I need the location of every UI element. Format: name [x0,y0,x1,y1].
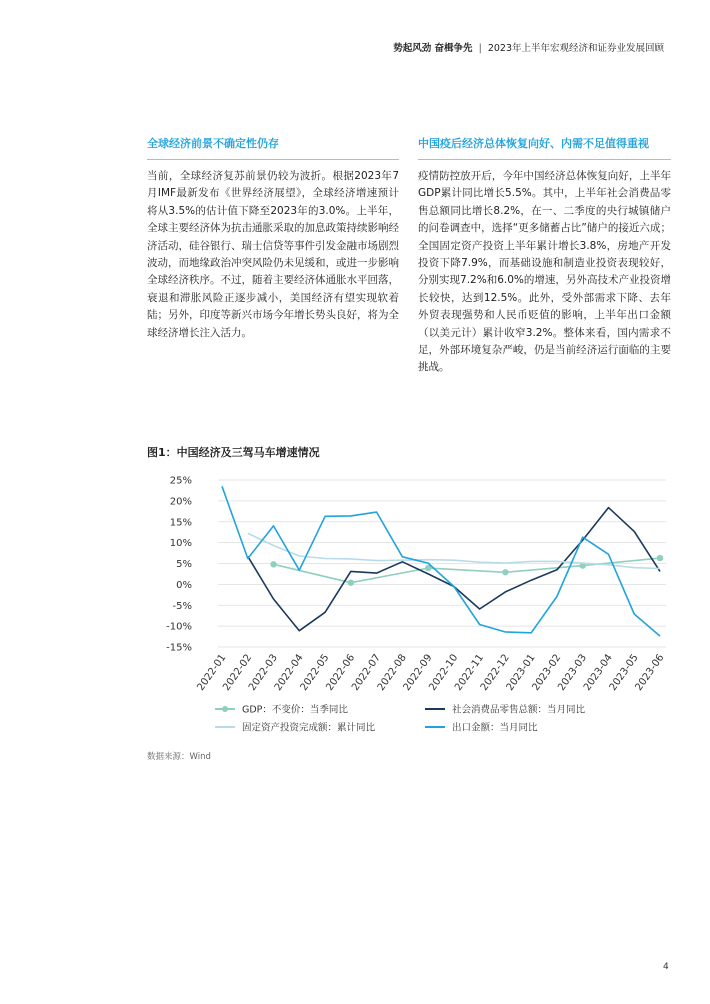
y-tick-label: 0% [176,579,192,591]
x-tick-label: 2022-05 [298,652,332,693]
figure-title: 图1：中国经济及三驾马车增速情况 [147,446,320,459]
x-tick-label: 2022-07 [350,652,384,693]
series-0 [270,555,663,586]
legend-label: 固定资产投资完成额：累计同比 [242,722,376,734]
data-point [270,561,276,567]
legend-marker [222,706,228,712]
x-tick-label: 2023-06 [633,652,667,693]
data-source: 数据来源：Wind [147,752,211,762]
y-tick-label: 10% [169,538,192,550]
data-point [348,580,354,586]
legend-label: 出口金额：当月同比 [452,722,538,734]
header-brand: 势起风劲 奋楫争先 [393,43,473,54]
left-column [147,135,399,342]
x-tick-label: 2022-10 [427,652,461,693]
left-section-body: 当前，全球经济复苏前景仍较为波折。根据2023年7月IMF最新发布《世界经济展望》，全球经济增速预计将从3.5%的估计值下降至2023年的3.0%。上半年，全球主要经济体为抗击通胀采取的加息政策持续影响经济活动，硅谷银行、瑞士信贷等事件引发金融市场剧烈波动，而地缘政治冲突风险仍未见缓和，或进一步影响全球经济秩序。不过，随着主要经济体通胀水平回落，衰退和滞胀风险正逐步减小，美国经济有望实现软着陆；另外，印度等新兴市场今年增长势头良好，将为全球经济增长注入活力。 [147,170,399,339]
x-tick-label: 2022-02 [221,652,255,693]
legend-item [425,722,538,734]
x-tick-label: 2023-02 [530,652,564,693]
x-tick-label: 2022-04 [272,652,306,693]
data-point [657,555,663,561]
right-section-title: 中国疫后经济总体恢复向好、内需不足值得重视 [418,135,671,160]
right-section-body: 疫情防控放开后，今年中国经济总体恢复向好，上半年GDP累计同比增长5.5%。其中，上半年社会消费品零售总额同比增长8.2%，在一、二季度的央行城镇储户的问卷调查中，选择“更多储蓄占比”储户的接近六成；全国固定资产投资上半年累计增长3.8%，房地产开发投资下降7.9%，而基础设施和制造业投资表现较好，分别实现7.2%和6.0%的增速，另外高技术产业投资增长较快，达到12.5%。此外，受外部需求下降、去年外贸表现强势和人民币贬值的影响，上半年出口金额（以美元计）累计收窄3.2%。整体来看，国内需求不足，外部环境复杂严峻，仍是当前经济运行面临的主要挑战。 [418,170,671,374]
y-tick-label: 5% [176,559,192,570]
y-tick-label: 15% [169,517,192,529]
x-tick-label: 2023-05 [607,652,641,693]
x-tick-label: 2022-11 [453,652,487,693]
data-point [502,569,508,575]
x-tick-label: 2022-01 [195,652,229,693]
x-tick-label: 2023-03 [556,652,590,693]
x-tick-label: 2023-04 [581,652,615,693]
x-tick-label: 2022-03 [247,652,280,693]
x-tick-label: 2022-12 [478,652,512,693]
x-tick-label: 2022-08 [375,652,409,693]
y-tick-label: 25% [169,475,192,487]
header-separator: | [478,43,482,54]
y-tick-label: -15% [166,642,192,654]
left-section-title: 全球经济前景不确定性仍存 [147,135,399,160]
x-tick-label: 2022-09 [401,652,435,693]
series-3 [222,486,660,636]
x-tick-label: 2022-06 [324,652,358,693]
line-chart [140,460,680,745]
y-tick-label: -10% [166,621,192,633]
header-report-title: 2023年上半年宏观经济和证券业发展回顾 [487,43,664,54]
y-tick-label: 20% [169,496,192,508]
x-tick-label: 2023-01 [504,652,538,693]
legend-item [425,704,586,716]
legend-label: GDP：不变价：当季同比 [242,704,348,716]
legend-item [215,722,376,734]
right-column [418,135,671,377]
page-header [393,40,664,54]
y-tick-label: -5% [172,600,192,612]
legend-item [215,704,348,716]
series-line [222,486,660,636]
page-number: 4 [663,962,669,972]
legend-label: 社会消费品零售总额：当月同比 [452,704,586,716]
